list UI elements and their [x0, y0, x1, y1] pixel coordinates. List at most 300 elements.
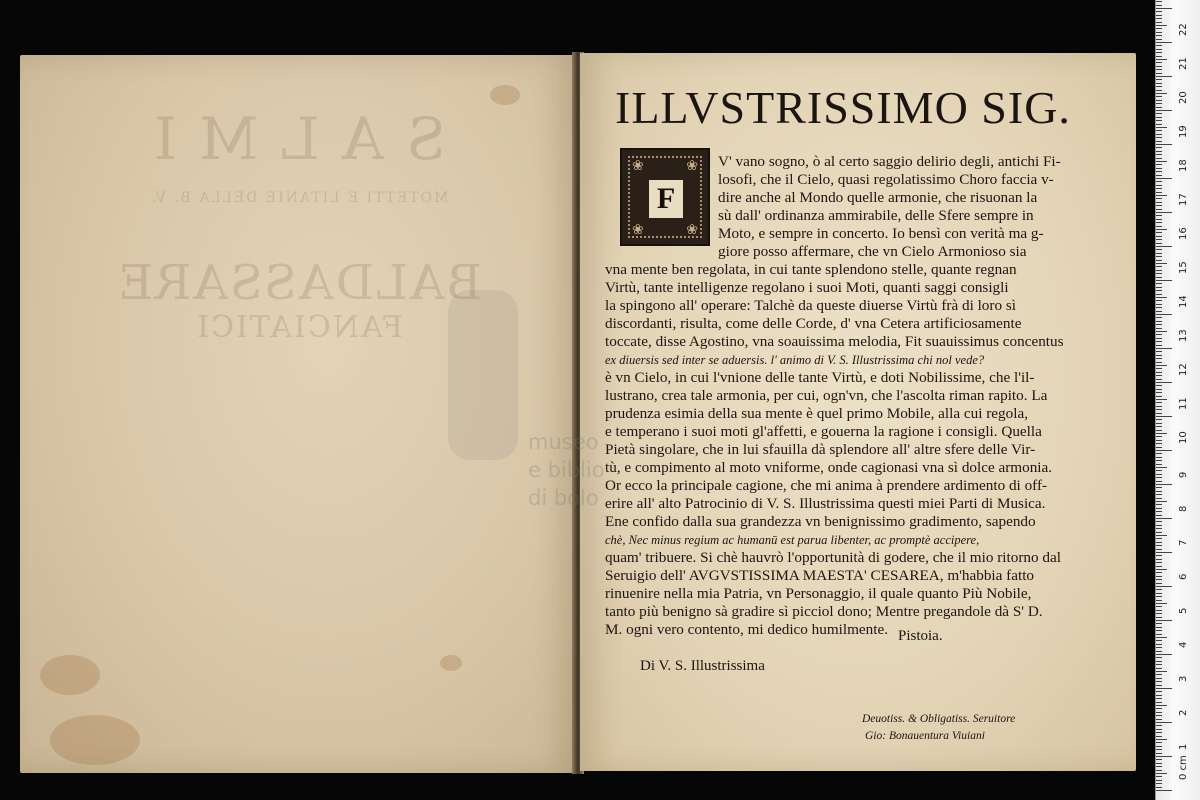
ruler-tick	[1156, 212, 1172, 213]
ruler-number: 12	[1178, 363, 1189, 376]
ruler-tick	[1156, 307, 1162, 308]
ruler-tick	[1156, 151, 1162, 152]
ruler-tick	[1156, 657, 1162, 658]
ruler-tick	[1156, 413, 1162, 414]
ruler-tick	[1156, 69, 1162, 70]
stain	[40, 655, 100, 695]
ruler-tick	[1156, 188, 1162, 189]
stain	[490, 85, 520, 105]
ruler-tick	[1156, 498, 1162, 499]
text-line: erire all' alto Patrocinio di V. S. Illustrissima questi miei Parti di Musica.	[605, 495, 1046, 512]
ruler-tick	[1156, 409, 1162, 410]
flourish-icon: ❀	[686, 158, 698, 174]
ruler-tick	[1156, 702, 1162, 703]
ruler-tick	[1156, 127, 1167, 128]
ruler-tick	[1156, 202, 1162, 203]
showthrough-name: BALDASSARE	[116, 255, 482, 311]
ruler-tick	[1156, 25, 1167, 26]
ruler-number: 13	[1178, 329, 1189, 342]
ruler-tick	[1156, 175, 1162, 176]
ruler-tick	[1156, 11, 1162, 12]
ruler-tick	[1156, 685, 1162, 686]
ruler-tick	[1156, 192, 1162, 193]
ruler-tick	[1156, 338, 1162, 339]
right-page	[580, 53, 1136, 771]
ruler-tick	[1156, 457, 1162, 458]
flourish-icon: ❀	[632, 158, 644, 174]
ruler-tick	[1156, 205, 1162, 206]
ruler-tick	[1156, 566, 1162, 567]
ruler-tick	[1156, 484, 1172, 485]
ruler-tick	[1156, 56, 1162, 57]
ruler-tick	[1156, 110, 1172, 111]
ruler-tick	[1156, 399, 1167, 400]
ruler-tick	[1156, 460, 1162, 461]
ruler-number: 5	[1178, 607, 1189, 614]
ruler-tick	[1156, 294, 1162, 295]
ruler-tick	[1156, 209, 1162, 210]
ruler-tick	[1156, 120, 1162, 121]
ruler-tick	[1156, 739, 1167, 740]
ruler-number: 17	[1178, 193, 1189, 206]
ruler-tick	[1156, 630, 1162, 631]
text-line: sù dall' ordinanza ammirabile, delle Sfere sempre in	[718, 207, 1034, 224]
ruler-tick	[1156, 552, 1172, 553]
ruler-tick	[1156, 134, 1162, 135]
ruler-tick	[1156, 178, 1172, 179]
ruler-tick	[1156, 287, 1162, 288]
ruler-number: 8	[1178, 505, 1189, 512]
ruler-tick	[1156, 787, 1162, 788]
ruler-tick	[1156, 756, 1172, 757]
ruler-tick	[1156, 266, 1162, 267]
ruler-number: 4	[1178, 641, 1189, 648]
ruler-number: 22	[1178, 23, 1189, 36]
ruler-tick	[1156, 634, 1162, 635]
ruler-tick	[1156, 137, 1162, 138]
ruler-number: 20	[1178, 91, 1189, 104]
ruler-number: 19	[1178, 125, 1189, 138]
ruler-tick	[1156, 532, 1162, 533]
ruler-tick	[1156, 759, 1162, 760]
ruler-tick	[1156, 678, 1162, 679]
ruler-tick	[1156, 86, 1162, 87]
ruler-number: 21	[1178, 57, 1189, 70]
ruler-tick	[1156, 549, 1162, 550]
text-line: è vn Cielo, in cui l'vnione delle tante Virtù, e doti Nobilissime, che l'il-	[605, 369, 1035, 386]
ruler-number: 1	[1178, 743, 1189, 750]
ruler-tick	[1156, 382, 1172, 383]
text-line: rinuenire nella mia Patria, vn Personaggio, il quale quanto Più Nobile,	[605, 585, 1032, 602]
ruler-tick	[1156, 181, 1162, 182]
ruler-tick	[1156, 96, 1162, 97]
ruler-tick	[1156, 246, 1172, 247]
ruler-tick	[1156, 168, 1162, 169]
ruler-tick	[1156, 362, 1162, 363]
text-line: chè, Nec minus regium ac humanū est parua libenter, ac promptè accipere,	[605, 533, 980, 547]
ruler-tick	[1156, 688, 1172, 689]
ruler-tick	[1156, 477, 1162, 478]
ruler-tick	[1156, 198, 1162, 199]
ruler-tick	[1156, 494, 1162, 495]
ruler-tick	[1156, 644, 1162, 645]
text-line: dire anche al Mondo quelle armonie, che risuonan la	[718, 189, 1038, 206]
ruler-tick	[1156, 423, 1162, 424]
ruler-tick	[1156, 22, 1162, 23]
ruler-tick	[1156, 324, 1162, 325]
text-line: lustrano, crea tale armonia, per cui, ogn'vn, che l'ascolta riman rapito. La	[605, 387, 1048, 404]
ruler-tick	[1156, 107, 1162, 108]
ruler-tick	[1156, 481, 1162, 482]
ruler-tick	[1156, 15, 1162, 16]
ruler-tick	[1156, 671, 1167, 672]
ruler-tick	[1156, 426, 1162, 427]
text-line: Virtù, tante intelligenze regolano i suoi Moti, quanti saggi consigli	[605, 279, 1009, 296]
ruler-tick	[1156, 600, 1162, 601]
ruler-tick	[1156, 144, 1172, 145]
page-title: ILLVSTRISSIMO SIG.	[615, 82, 1071, 133]
ruler-tick	[1156, 562, 1162, 563]
ruler-tick	[1156, 501, 1167, 502]
ruler-tick	[1156, 776, 1162, 777]
ruler-tick	[1156, 467, 1167, 468]
ruler-tick	[1156, 525, 1162, 526]
ruler-tick	[1156, 613, 1162, 614]
ruler-tick	[1156, 389, 1162, 390]
ruler-tick	[1156, 783, 1162, 784]
text-line: losofi, che il Cielo, quasi regolatissimo Choro faccia v-	[718, 171, 1054, 188]
text-line: vna mente ben regolata, in cui tante splendono stelle, quante regnan	[605, 261, 1017, 278]
ruler-tick	[1156, 161, 1167, 162]
ruler-tick	[1156, 249, 1162, 250]
ruler-tick	[1156, 83, 1162, 84]
ruler-tick	[1156, 542, 1162, 543]
ruler-tick	[1156, 256, 1162, 257]
ruler-tick	[1156, 708, 1162, 709]
ruler-tick	[1156, 508, 1162, 509]
closing-line: Deuotiss. & Obligatiss. Seruitore	[862, 713, 1016, 725]
museum-logo-icon	[448, 290, 518, 460]
ruler-tick	[1156, 270, 1162, 271]
ruler-tick	[1156, 300, 1162, 301]
ruler-tick	[1156, 640, 1162, 641]
ruler-tick	[1156, 766, 1162, 767]
ruler-tick	[1156, 576, 1162, 577]
ruler-tick	[1156, 141, 1162, 142]
ruler-tick	[1156, 59, 1167, 60]
ruler-tick	[1156, 773, 1167, 774]
ruler-tick	[1156, 164, 1162, 165]
ruler-tick	[1156, 593, 1162, 594]
flourish-icon: ❀	[632, 222, 644, 238]
ruler-tick	[1156, 433, 1167, 434]
ruler-tick	[1156, 647, 1162, 648]
ruler-tick	[1156, 725, 1162, 726]
ruler-tick	[1156, 243, 1162, 244]
text-line: Seruigio dell' AVGVSTISSIMA MAESTA' CESAREA, m'habbia fatto	[605, 567, 1035, 584]
ruler-tick	[1156, 39, 1162, 40]
text-line: tanto più benigno sà gradire sì picciol dono; Mentre pregandole dà S' D.	[605, 603, 1043, 620]
ruler-number: 7	[1178, 539, 1189, 546]
ruler-tick	[1156, 722, 1172, 723]
ruler-tick	[1156, 90, 1162, 91]
ruler-tick	[1156, 100, 1162, 101]
ruler-tick	[1156, 589, 1162, 590]
ruler-tick	[1156, 654, 1172, 655]
ruler-tick	[1156, 253, 1162, 254]
ruler-tick	[1156, 545, 1162, 546]
ruler-tick	[1156, 5, 1162, 6]
ruler-tick	[1156, 239, 1162, 240]
ruler-number: 16	[1178, 227, 1189, 240]
ruler-tick	[1156, 555, 1162, 556]
ruler-tick	[1156, 345, 1162, 346]
ruler-label: 0 cm	[1178, 755, 1189, 780]
ruler-tick	[1156, 351, 1162, 352]
ruler-tick	[1156, 627, 1162, 628]
ruler-tick	[1156, 572, 1162, 573]
ruler-tick	[1156, 171, 1162, 172]
text-line: tù, e compimento al moto vniforme, onde cagionasi vna sì dolce armonia.	[605, 459, 1053, 476]
ruler-tick	[1156, 341, 1162, 342]
ruler-tick	[1156, 436, 1162, 437]
ruler-tick	[1156, 569, 1167, 570]
ruler-tick	[1156, 521, 1162, 522]
ruler-tick	[1156, 130, 1162, 131]
text-line: giore posso affermare, che vn Cielo Armonioso sia	[718, 243, 1027, 260]
watermark-text: di bolo	[528, 486, 599, 510]
ruler-tick	[1156, 528, 1162, 529]
ruler-tick	[1156, 515, 1162, 516]
ruler-tick	[1156, 93, 1167, 94]
ruler-tick	[1156, 402, 1162, 403]
ruler-tick	[1156, 664, 1162, 665]
text-line: Or ecco la principale cagione, che mi anima à prendere ardimento di off-	[605, 477, 1048, 494]
measuring-ruler	[1155, 0, 1200, 800]
ruler-tick	[1156, 229, 1167, 230]
ruler-tick	[1156, 222, 1162, 223]
salutation: Di V. S. Illustrissima	[640, 658, 765, 674]
ruler-tick	[1156, 103, 1162, 104]
ruler-tick	[1156, 538, 1162, 539]
ruler-tick	[1156, 661, 1162, 662]
ruler-tick	[1156, 277, 1162, 278]
flourish-icon: ❀	[686, 222, 698, 238]
ruler-tick	[1156, 375, 1162, 376]
ruler-number: 15	[1178, 261, 1189, 274]
ruler-tick	[1156, 273, 1162, 274]
text-line: toccate, disse Agostino, vna soauissima melodia, Fit suauissimus concentus	[605, 333, 1064, 350]
ruler-tick	[1156, 559, 1162, 560]
ruler-tick	[1156, 443, 1162, 444]
ruler-tick	[1156, 372, 1162, 373]
ruler-tick	[1156, 681, 1162, 682]
ruler-tick	[1156, 518, 1172, 519]
ruler-tick	[1156, 117, 1162, 118]
ruler-tick	[1156, 736, 1162, 737]
text-line: M. ogni vero contento, mi dedico humilmente.	[605, 621, 889, 638]
ruler-tick	[1156, 668, 1162, 669]
ruler-tick	[1156, 749, 1162, 750]
ruler-tick	[1156, 416, 1172, 417]
ruler-tick	[1156, 331, 1167, 332]
ruler-tick	[1156, 712, 1162, 713]
ruler-tick	[1156, 348, 1172, 349]
ruler-tick	[1156, 732, 1162, 733]
ruler-number: 6	[1178, 573, 1189, 580]
ruler-tick	[1156, 453, 1162, 454]
ruler-number: 2	[1178, 709, 1189, 716]
ruler-tick	[1156, 586, 1172, 587]
ruler-tick	[1156, 419, 1162, 420]
ruler-tick	[1156, 674, 1162, 675]
ruler-tick	[1156, 535, 1167, 536]
showthrough-surname: FANCIATICI	[195, 310, 403, 345]
ruler-tick	[1156, 314, 1172, 315]
text-line: ex diuersis sed inter se aduersis. l' animo di V. S. Illustrissima chi nol vede?	[605, 353, 985, 367]
ruler-tick	[1156, 35, 1162, 36]
ruler-tick	[1156, 753, 1162, 754]
showthrough-subtitle: MOTETTI E LITANIE DELLA B. V.	[149, 190, 449, 206]
stain	[440, 655, 462, 671]
ruler-tick	[1156, 49, 1162, 50]
ruler-tick	[1156, 579, 1162, 580]
ruler-tick	[1156, 311, 1162, 312]
watermark-text: e biblio	[528, 458, 605, 482]
ruler-tick	[1156, 695, 1162, 696]
ruler-tick	[1156, 147, 1162, 148]
ruler-tick	[1156, 154, 1162, 155]
ruler-tick	[1156, 290, 1162, 291]
ruler-tick	[1156, 691, 1162, 692]
ruler-tick	[1156, 321, 1162, 322]
ruler-tick	[1156, 45, 1162, 46]
text-line: Ene confido dalla sua grandezza vn benignissimo gradimento, sapendo	[605, 513, 1036, 530]
place-name: Pistoia.	[898, 628, 943, 644]
ruler-tick	[1156, 487, 1162, 488]
ruler-tick	[1156, 283, 1162, 284]
ruler-tick	[1156, 195, 1167, 196]
ruler-tick	[1156, 185, 1162, 186]
ruler-tick	[1156, 780, 1162, 781]
ruler-tick	[1156, 719, 1162, 720]
ruler-tick	[1156, 450, 1172, 451]
ruler-tick	[1156, 440, 1162, 441]
ruler-number: 3	[1178, 675, 1189, 682]
ruler-tick	[1156, 430, 1162, 431]
ruler-tick	[1156, 610, 1162, 611]
ruler-tick	[1156, 66, 1162, 67]
text-line: discordanti, risulta, come delle Corde, d' vna Cetera artificiosamente	[605, 315, 1022, 332]
ruler-tick	[1156, 583, 1162, 584]
ruler-tick	[1156, 637, 1167, 638]
ruler-tick	[1156, 1, 1162, 2]
ruler-tick	[1156, 603, 1167, 604]
ruler-tick	[1156, 715, 1162, 716]
ruler-tick	[1156, 368, 1162, 369]
ruler-tick	[1156, 18, 1162, 19]
ruler-tick	[1156, 113, 1162, 114]
text-line: quam' tribuere. Si chè hauvrò l'opportunità di godere, che il mio ritorno dal	[605, 549, 1061, 566]
ruler-tick	[1156, 215, 1162, 216]
ruler-tick	[1156, 226, 1162, 227]
ruler-tick	[1156, 606, 1162, 607]
ruler-tick	[1156, 328, 1162, 329]
ruler-tick	[1156, 73, 1162, 74]
ruler-tick	[1156, 42, 1172, 43]
ruler-number: 18	[1178, 159, 1189, 172]
ruler-tick	[1156, 511, 1162, 512]
ruler-tick	[1156, 219, 1162, 220]
ruler-tick	[1156, 263, 1167, 264]
ruler-tick	[1156, 304, 1162, 305]
ruler-tick	[1156, 491, 1162, 492]
decorated-initial	[620, 148, 710, 246]
ruler-tick	[1156, 620, 1172, 621]
ruler-tick	[1156, 623, 1162, 624]
ruler-tick	[1156, 8, 1172, 9]
ruler-tick	[1156, 742, 1162, 743]
ruler-tick	[1156, 32, 1162, 33]
ruler-tick	[1156, 406, 1162, 407]
ruler-tick	[1156, 770, 1162, 771]
ruler-tick	[1156, 297, 1167, 298]
ruler-tick	[1156, 124, 1162, 125]
ruler-tick	[1156, 705, 1167, 706]
ruler-tick	[1156, 596, 1162, 597]
ruler-tick	[1156, 651, 1162, 652]
ruler-number: 10	[1178, 431, 1189, 444]
ruler-number: 14	[1178, 295, 1189, 308]
ruler-tick	[1156, 334, 1162, 335]
ruler-number: 9	[1178, 471, 1189, 478]
ruler-number: 11	[1178, 397, 1189, 410]
showthrough-title: S A L M I	[151, 105, 447, 173]
ruler-tick	[1156, 729, 1162, 730]
ruler-tick	[1156, 447, 1162, 448]
ruler-tick	[1156, 396, 1162, 397]
ruler-tick	[1156, 504, 1162, 505]
ruler-tick	[1156, 355, 1162, 356]
ruler-tick	[1156, 62, 1162, 63]
text-line: V' vano sogno, ò al certo saggio delirio degli, antichi Fi-	[718, 153, 1061, 170]
ruler-tick	[1156, 617, 1162, 618]
ruler-tick	[1156, 79, 1162, 80]
ruler-tick	[1156, 474, 1162, 475]
text-line: prudenza esimia della sua mente è quel primo Mobile, alla cui regola,	[605, 405, 1028, 422]
text-line: Moto, e sempre in concerto. Io bensì con verità ma g-	[718, 225, 1044, 242]
ruler-tick	[1156, 158, 1162, 159]
initial-letter: F	[649, 180, 683, 218]
ruler-tick	[1156, 746, 1162, 747]
ruler-tick	[1156, 236, 1162, 237]
ruler-tick	[1156, 464, 1162, 465]
ruler-tick	[1156, 76, 1172, 77]
ruler-tick	[1156, 385, 1162, 386]
watermark-text: museo	[528, 430, 599, 454]
ruler-tick	[1156, 379, 1162, 380]
ruler-tick	[1156, 763, 1162, 764]
signature-name: Gio: Bonauentura Viuiani	[865, 730, 985, 742]
ruler-tick	[1156, 790, 1172, 791]
text-line: Pietà singolare, che in lui sfauilla dà splendore all' altre sfere delle Vir-	[605, 441, 1036, 458]
text-line: e temperano i suoi moti gl'affetti, e gouerna la ragione i consigli. Quella	[605, 423, 1042, 440]
ruler-tick	[1156, 698, 1162, 699]
ruler-tick	[1156, 392, 1162, 393]
stain	[50, 715, 140, 765]
ruler-tick	[1156, 365, 1167, 366]
ruler-tick	[1156, 470, 1162, 471]
